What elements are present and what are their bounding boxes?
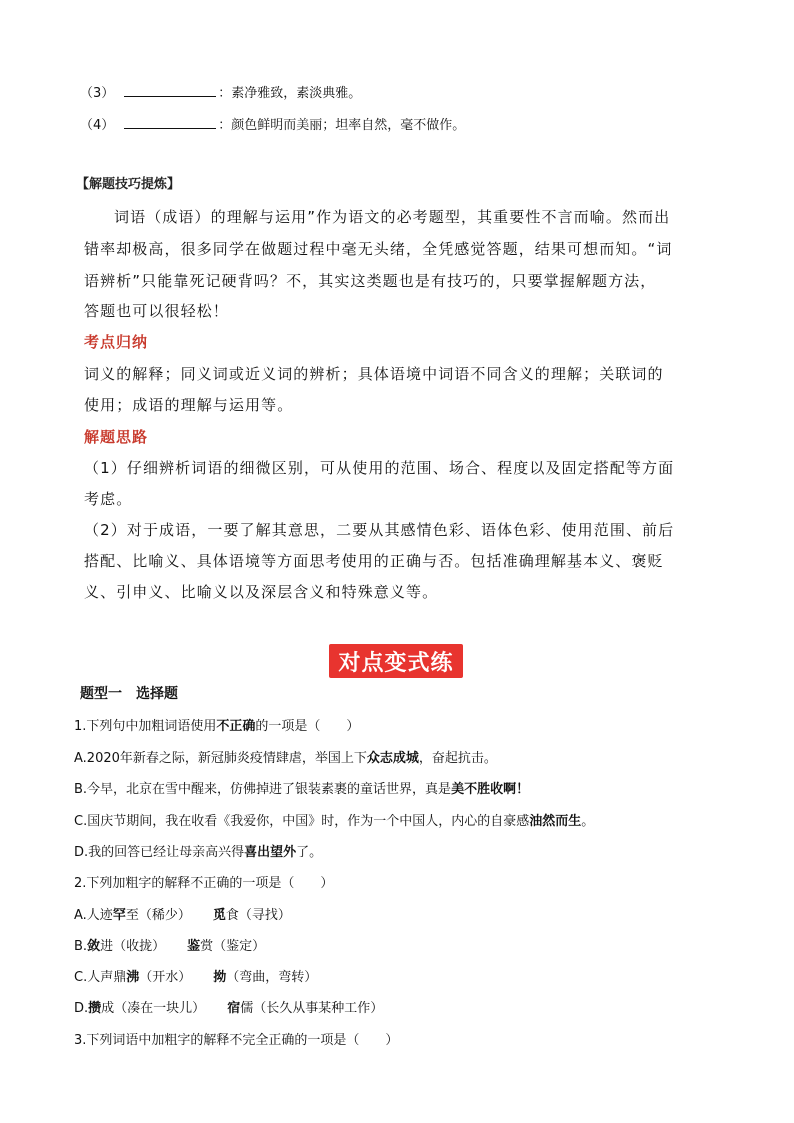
option-text-end: ，奋起抗击。 [418, 751, 497, 766]
q1-option-d[interactable] [74, 845, 322, 861]
fill-row-definition: 颜色鲜明而美丽；坦率自然，毫不做作。 [231, 118, 466, 133]
tips-intro-line-1: 词语（成语）的理解与运用”作为语文的必考题型，其重要性不言而喻。然而出 [114, 208, 671, 226]
option-text: C.国庆节期间，我在收看《我爱你，中国》时，作为一个中国人，内心的自豪感 [74, 814, 530, 829]
option-bold-term: 美不胜收啊！ [451, 782, 530, 797]
option-bold-char: 鉴 [187, 939, 201, 954]
silu-line-3: （2）对于成语，一要了解其意思，二要从其感情色彩、语体色彩、使用范围、前后 [84, 521, 675, 539]
option-bold-char: 觅 [212, 908, 226, 923]
option-text: （开水） [139, 970, 192, 985]
fill-row-separator: ： [218, 86, 232, 101]
answer-blank[interactable] [124, 84, 216, 97]
option-text: 赏（鉴定） [200, 939, 266, 954]
practice-banner [329, 644, 463, 678]
fill-row-number: （3） [80, 86, 115, 101]
q2-option-b[interactable] [74, 939, 265, 955]
option-bold-char: 拗 [213, 970, 227, 985]
option-text: （弯曲，弯转） [226, 970, 318, 985]
fill-row-3 [80, 84, 361, 102]
option-text: B.今早，北京在雪中醒来，仿佛掉进了银装素裹的童话世界，真是 [74, 782, 452, 797]
option-text: 食（寻找） [225, 908, 291, 923]
option-text-end: 了。 [296, 845, 323, 860]
question-1-stem [74, 719, 359, 735]
option-text: D. [74, 1001, 89, 1016]
fill-row-number: （4） [80, 118, 115, 133]
tips-intro-line-3: 语辨析”只能靠死记硬背吗？不，其实这类题也是有技巧的，只要掌握解题方法， [84, 272, 657, 290]
option-text: D.我的回答已经让母亲高兴得 [74, 845, 245, 860]
silu-line-5: 义、引申义、比喻义以及深层含义和特殊意义等。 [84, 583, 439, 601]
silu-line-2: 考虑。 [84, 490, 133, 508]
kaodian-heading: 考点归纳 [84, 333, 149, 351]
option-text-end: 。 [581, 814, 595, 829]
tips-intro-line-4: 答题也可以很轻松！ [84, 302, 229, 320]
q1-option-a[interactable] [74, 751, 497, 767]
option-text: A.人迹 [74, 908, 113, 923]
q1-stem-text-end: 的一项是（ ） [255, 719, 360, 734]
option-text: 成（凑在一块儿） [101, 1001, 206, 1016]
option-bold-term: 油然而生 [529, 814, 582, 829]
fill-row-4 [80, 116, 465, 134]
q2-option-c[interactable] [74, 970, 317, 986]
fill-row-definition: 素净雅致，素淡典雅。 [231, 86, 362, 101]
option-bold-term: 众志成城 [366, 751, 419, 766]
silu-line-1: （1）仔细辨析词语的细微区别，可从使用的范围、场合、程度以及固定搭配等方面 [84, 459, 675, 477]
option-text: 儒（长久从事某种工作） [240, 1001, 384, 1016]
fill-row-separator: ： [218, 118, 232, 133]
question-2-stem: 2.下列加粗字的解释不正确的一项是（ ） [74, 876, 334, 891]
silu-line-4: 搭配、比喻义、具体语境等方面思考使用的正确与否。包括准确理解基本义、褒贬 [84, 552, 664, 570]
option-text: C.人声鼎 [74, 970, 127, 985]
kaodian-line-2: 使用；成语的理解与运用等。 [84, 396, 294, 414]
silu-heading: 解题思路 [84, 428, 149, 446]
option-bold-char: 宿 [227, 1001, 241, 1016]
option-bold-char: 沸 [126, 970, 140, 985]
option-text: B. [74, 939, 88, 954]
answer-blank[interactable] [124, 116, 216, 129]
option-text: A.2020年新春之际，新冠肺炎疫情肆虐，举国上下 [74, 751, 367, 766]
tips-title: 【解题技巧提炼】 [76, 177, 181, 192]
section-title: 题型一 选择题 [80, 686, 178, 702]
question-3-stem: 3.下列词语中加粗字的解释不完全正确的一项是（ ） [74, 1033, 399, 1048]
q2-option-d[interactable] [74, 1001, 383, 1017]
option-bold-term: 喜出望外 [244, 845, 297, 860]
q2-option-a[interactable] [74, 908, 291, 924]
practice-banner-text: 对点变式练 [338, 651, 454, 676]
option-bold-char: 攒 [88, 1001, 102, 1016]
option-bold-char: 罕 [112, 908, 126, 923]
option-bold-char: 敛 [87, 939, 101, 954]
q1-stem-bold: 不正确 [216, 719, 256, 734]
q1-option-c[interactable] [74, 814, 594, 830]
kaodian-line-1: 词义的解释；同义词或近义词的辨析；具体语境中词语不同含义的理解；关联词的 [84, 365, 664, 383]
q1-option-b[interactable] [74, 782, 529, 798]
tips-intro-line-2: 错率却极高，很多同学在做题过程中毫无头绪，全凭感觉答题，结果可想而知。“词 [84, 240, 673, 258]
q1-stem-text: 1.下列句中加粗词语使用 [74, 719, 217, 734]
option-text: 进（收拢） [100, 939, 166, 954]
option-text: 至（稀少） [125, 908, 191, 923]
